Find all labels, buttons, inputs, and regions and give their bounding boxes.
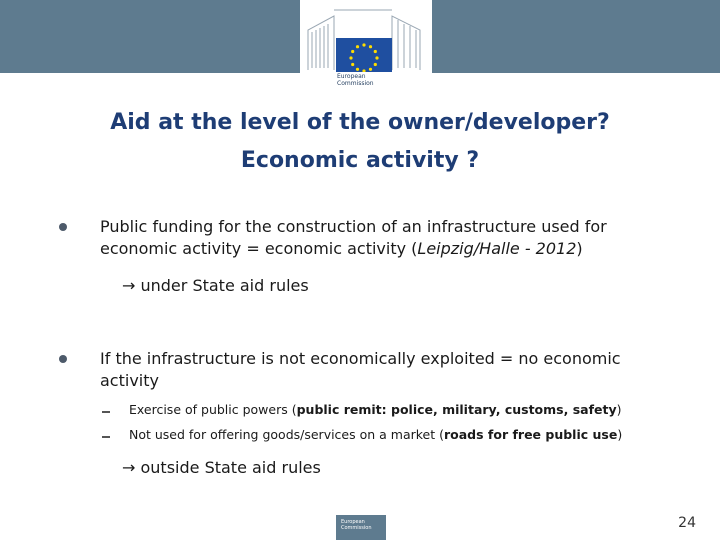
sub-bullet-2-bold: roads for free public use <box>444 427 618 442</box>
footer-logo <box>336 515 386 540</box>
sub-bullet-2-suffix: ) <box>617 427 623 442</box>
bullet-dot-1 <box>59 223 67 231</box>
sub-bullet-2-prefix: Not used for offering goods/services on a market ( <box>129 427 444 442</box>
title-line-2: Economic activity ? <box>240 148 480 173</box>
bullet-2-line-1: If the infrastructure is not economically exploited = no economic <box>100 349 621 368</box>
page-number: 24 <box>678 515 696 531</box>
logo-text <box>337 73 417 87</box>
slide-title <box>40 104 680 180</box>
bullet-dot-2 <box>59 355 67 363</box>
bullet-2-line-2: activity <box>100 371 159 390</box>
bullet-1-conclusion-text: under State aid rules <box>135 276 309 295</box>
bullet-1-line-2-prefix: economic activity = economic activity ( <box>100 239 418 258</box>
eu-flag-icon <box>306 6 426 72</box>
title-line-1: Aid at the level of the owner/developer? <box>110 110 610 135</box>
ec-logo <box>300 0 432 96</box>
bullet-1-conclusion <box>122 275 309 297</box>
arrow-right-icon: → <box>122 458 136 477</box>
sub-bullet-dash-2 <box>102 436 110 438</box>
sub-bullet-1-suffix: ) <box>616 402 622 417</box>
bullet-1-text <box>100 216 607 260</box>
bullet-2-text <box>100 348 621 392</box>
bullet-2-conclusion-text: outside State aid rules <box>135 458 321 477</box>
sub-bullet-1-prefix: Exercise of public powers ( <box>129 402 297 417</box>
bullet-1-case-reference: Leipzig/Halle - 2012 <box>417 239 577 258</box>
logo-line-european: European <box>337 73 366 80</box>
footer-logo-text: European Commission <box>341 519 372 531</box>
sub-bullet-1 <box>129 401 622 419</box>
arrow-right-icon: → <box>122 276 136 295</box>
bullet-2-conclusion <box>122 457 321 479</box>
logo-line-commission: Commission <box>337 80 374 87</box>
sub-bullet-dash-1 <box>102 411 110 413</box>
sub-bullet-1-bold: public remit: police, military, customs, safety <box>296 402 617 417</box>
bullet-1-line-1: Public funding for the construction of an infrastructure used for <box>100 217 607 236</box>
bullet-1-line-2-suffix: ) <box>576 239 583 258</box>
bullet-1-line-2 <box>100 238 607 260</box>
sub-bullet-2 <box>129 426 622 444</box>
